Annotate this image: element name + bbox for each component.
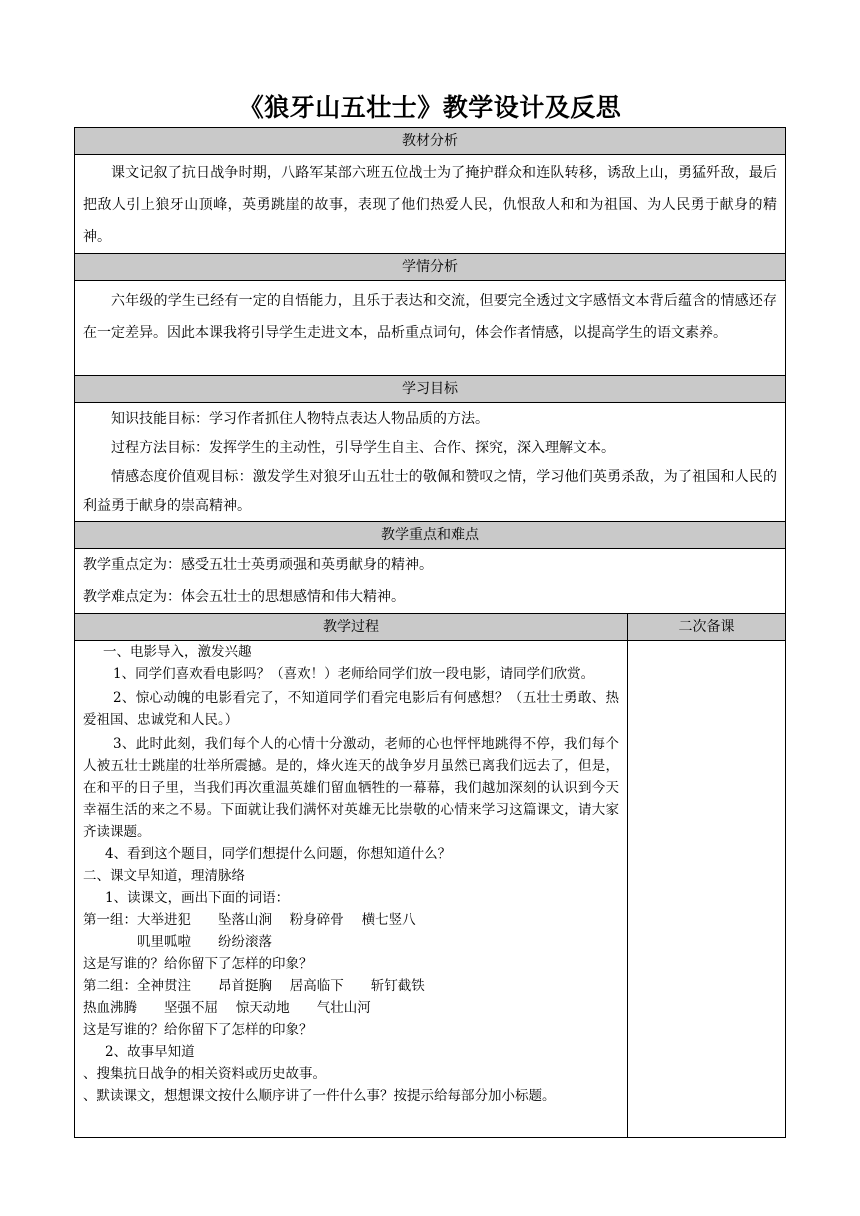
second-prep-cell [628, 641, 786, 1138]
key-point: 教学重点定为：感受五壮士英勇顽强和英勇献身的精神。 [83, 557, 433, 573]
process-line: 1、同学们喜欢看电影吗？（喜欢！）老师给同学们放一段电影，请同学们欣赏。 [113, 666, 595, 682]
process-line: 第二组：全神贯注 昂首挺胸 居高临下 斩钉截铁 [83, 978, 425, 994]
analysis-text: 课文记叙了抗日战争时期，八路军某部六班五位战士为了掩护群众和连队转移，诱敌上山，勇猛歼敌，最后把敌人引上狼牙山顶峰，英勇跳崖的故事，表现了他们热爱人民，仇恨敌人和和为祖国、为人民勇于献身的精神。 [83, 165, 777, 245]
process-line: 二、课文早知道，理清脉络 [83, 868, 245, 884]
process-line: 第一组：大举进犯 坠落山涧 粉身碎骨 横七竖八 [83, 912, 416, 928]
second-prep-heading: 二次备课 [628, 614, 786, 641]
process-line: 4、看到这个题目，同学们想提什么问题，你想知道什么？ [105, 846, 452, 862]
process-line: 、搜集抗日战争的相关资料或历史故事。 [83, 1066, 326, 1082]
students-cell [75, 281, 786, 376]
process-line: 、默读课文，想想课文按什么顺序讲了一件什么事？按提示给每部分加小标题。 [83, 1088, 556, 1104]
process-line: 3、此时此刻，我们每个人的心情十分激动，老师的心也怦怦地跳得不停，我们每个人被五壮士跳崖的壮举所震撼。是的，烽火连天的战争岁月虽然已离我们远去了，但是，在和平的日子里，当我们再次重温英雄们留血牺牲的一幕幕，我们越加深刻的认识到今天幸福生活的来之不易。下面就让我们满怀对英雄无比崇敬的心情来学习这篇课文，请大家齐读课题。 [83, 736, 619, 840]
process-line: 热血沸腾 坚强不屈 惊天动地 气壮山河 [83, 1000, 371, 1016]
goal-process: 过程方法目标：发挥学生的主动性，引导学生自主、合作、探究，深入理解文本。 [111, 440, 615, 456]
difficult-point: 教学难点定为：体会五壮士的思想感情和伟大精神。 [83, 589, 405, 605]
process-line: 这是写谁的？给你留下了怎样的印象？ [83, 956, 313, 972]
goals-heading: 学习目标 [75, 376, 786, 403]
analysis-heading: 教材分析 [75, 128, 786, 155]
process-line: 2、惊心动魄的电影看完了，不知道同学们看完电影后有何感想？（五壮士勇敢、热爱祖国、忠诚党和人民。） [83, 690, 619, 728]
page-title: 《狼牙山五壮士》教学设计及反思 [238, 93, 622, 122]
goal-knowledge: 知识技能目标：学习作者抓住人物特点表达人物品质的方法。 [111, 411, 489, 427]
process-line: 这是写谁的？给你留下了怎样的印象？ [83, 1022, 313, 1038]
analysis-cell [75, 155, 786, 254]
process-line: 2、故事早知道 [105, 1044, 195, 1060]
goals-cell [75, 403, 786, 522]
students-text: 六年级的学生已经有一定的自悟能力，且乐于表达和交流，但要完全透过文字感悟文本背后蕴含的情感还存在一定差异。因此本课我将引导学生走进文本，品析重点词句，体会作者情感，以提高学生的语文素养。 [83, 293, 777, 341]
process-line: 1、读课文，画出下面的词语： [105, 890, 290, 906]
process-heading: 教学过程 [75, 614, 628, 641]
keypoints-cell [75, 549, 786, 614]
goal-emotion: 情感态度价值观目标：激发学生对狼牙山五壮士的敬佩和赞叹之情，学习他们英勇杀敌，为了祖国和人民的利益勇于献身的崇高精神。 [83, 469, 777, 514]
process-cell [75, 641, 628, 1138]
keypoints-heading: 教学重点和难点 [75, 522, 786, 549]
process-line: 叽里呱啦 纷纷滚落 [137, 934, 272, 950]
students-heading: 学情分析 [75, 254, 786, 281]
process-line: 一、电影导入，激发兴趣 [103, 644, 252, 660]
lesson-plan-table [74, 127, 786, 1138]
